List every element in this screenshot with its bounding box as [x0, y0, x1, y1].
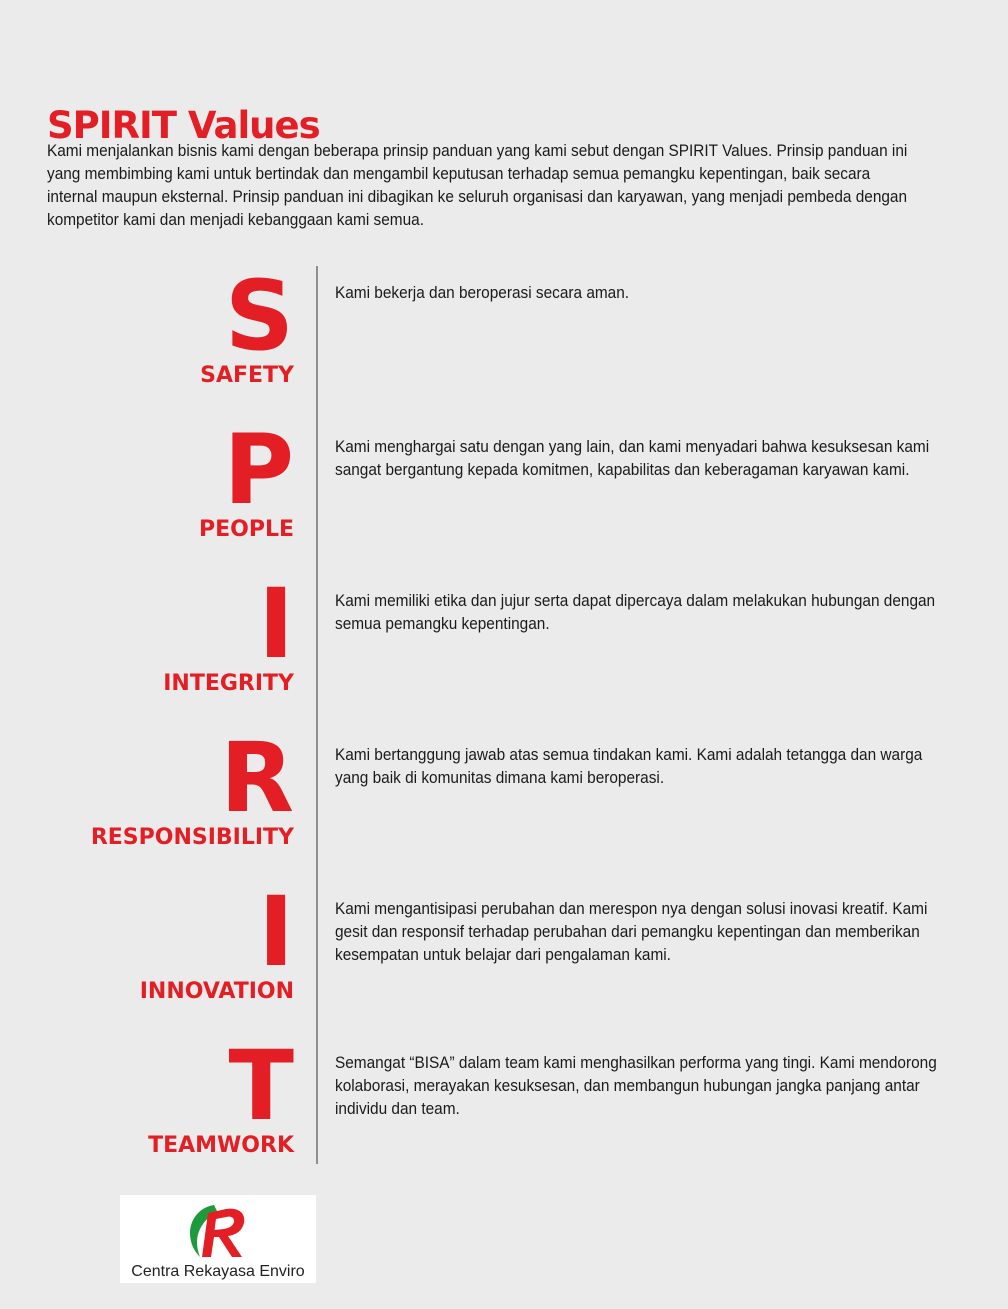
value-innovation: [0, 876, 1008, 1040]
value-letter: T: [228, 1030, 294, 1142]
value-teamwork: [0, 1030, 1008, 1194]
value-name: TEAMWORK: [148, 1133, 294, 1158]
value-safety: [0, 260, 1008, 424]
value-name: INNOVATION: [139, 979, 294, 1004]
value-name: SAFETY: [200, 363, 294, 388]
value-integrity: [0, 568, 1008, 732]
value-description: Kami memiliki etika dan jujur serta dapat dipercaya dalam melakukan hubungan dengan semua pemangku kepentingan.: [335, 592, 936, 633]
value-name: INTEGRITY: [163, 671, 294, 696]
value-description: Kami bekerja dan beroperasi secara aman.: [335, 284, 630, 302]
value-letter: I: [258, 876, 294, 988]
cre-r-logo-icon: [184, 1199, 250, 1261]
value-description: Kami menghargai satu dengan yang lain, dan kami menyadari bahwa kesuksesan kami sangat bergantung kepada komitmen, kapabilitas dan keberagaman karyawan kami.: [335, 438, 930, 479]
value-description: Kami bertanggung jawab atas semua tindakan kami. Kami adalah tetangga dan warga yang baik di komunitas dimana kami beroperasi.: [335, 746, 923, 787]
value-letter: I: [258, 568, 294, 680]
value-letter: P: [223, 414, 294, 526]
value-name: PEOPLE: [198, 517, 294, 542]
logo-text: Centra Rekayasa Enviro: [131, 1263, 305, 1280]
value-name: RESPONSIBILITY: [90, 825, 294, 850]
value-responsibility: [0, 722, 1008, 886]
value-people: [0, 414, 1008, 578]
value-description: Semangat “BISA” dalam team kami menghasilkan performa yang tingi. Kami mendorong kolaborasi, merayakan kesuksesan, dan membangun hubungan jangka panjang antar individu dan team.: [335, 1054, 937, 1118]
value-description: Kami mengantisipasi perubahan dan merespon nya dengan solusi inovasi kreatif. Kami gesit dan responsif terhadap perubahan dari pemangku kepentingan dan memberikan kesempatan untuk belajar dari pengalaman kami.: [335, 900, 928, 964]
intro-paragraph: Kami menjalankan bisnis kami dengan beberapa prinsip panduan yang kami sebut dengan SPIRIT Values. Prinsip panduan ini yang membimbing kami untuk bertindak dan mengambil keputusan terhadap semua pemangku kepentingan, baik secara internal maupun eksternal. Prinsip panduan ini dibagikan ke seluruh organisasi dan karyawan, yang menjadi pembeda dengan kompetitor kami dan menjadi kebanggaan kami semua.: [47, 142, 908, 229]
page-title: SPIRIT Values: [47, 103, 320, 147]
value-letter: S: [224, 260, 294, 372]
company-logo: [120, 1195, 316, 1283]
value-letter: R: [220, 722, 294, 834]
